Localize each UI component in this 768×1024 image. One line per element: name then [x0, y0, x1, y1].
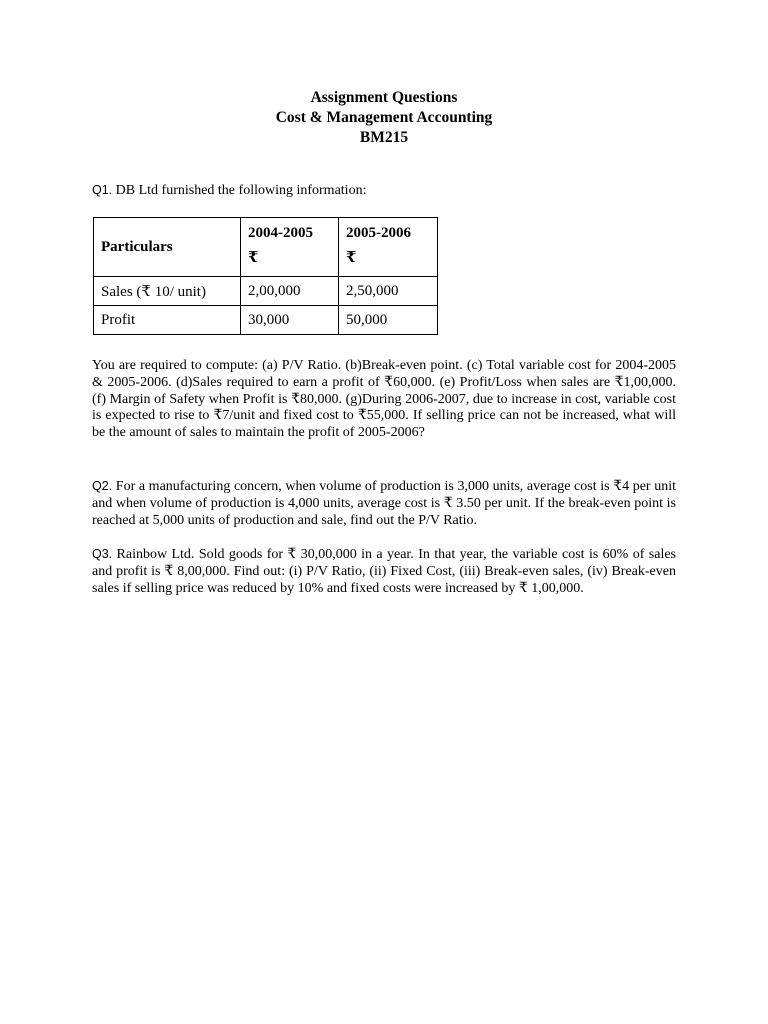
q3-text: Rainbow Ltd. Sold goods for ₹ 30,00,000 in a year. In that year, the variable cost is 60% of sales and profit is ₹ 8,00,000. Find out: (i) P/V Ratio, (ii) Fixed Cost, (iii) Break-even sales, (iv) Break-even sales if selling price was reduced by 10% and fixed costs were increased by ₹ 1,00,000. [92, 547, 676, 596]
q1-number: Q1. [92, 183, 113, 197]
q1-requirements: You are required to compute: (a) P/V Ratio. (b)Break-even point. (c) Total variable cost for 2004-2005 & 2005-2006. (d)Sales required to earn a profit of ₹60,000. (e) Profit/Loss when sales are ₹1,00,000. (f) Margin of Safety when Profit is ₹80,000. (g)During 2006-2007, due to increase in cost, variable cost is expected to rise to ₹7/unit and fixed cost to ₹55,000. If selling price can not be increased, what will be the amount of sales to maintain the profit of 2005-2006? [92, 358, 676, 441]
header-year-2-currency: ₹ [346, 250, 357, 266]
table-row [94, 277, 438, 306]
header-year-1-currency: ₹ [248, 250, 259, 266]
header-title: Assignment Questions [310, 89, 458, 106]
q1-intro-text: DB Ltd furnished the following information: [112, 183, 367, 198]
header-year-1-label: 2004-2005 [248, 225, 313, 241]
row-sales-year-1: 2,00,000 [241, 277, 339, 306]
row-profit-label: Profit [94, 306, 241, 335]
row-profit-year-2: 50,000 [339, 306, 438, 335]
q1-intro [92, 181, 366, 200]
header-course-code: BM215 [359, 129, 409, 146]
row-sales-year-2: 2,50,000 [339, 277, 438, 306]
row-sales-label: Sales (₹ 10/ unit) [94, 277, 241, 306]
row-profit-year-1: 30,000 [241, 306, 339, 335]
q3-number: Q3. [92, 547, 113, 561]
q2-paragraph [92, 478, 676, 529]
q3-paragraph [92, 546, 676, 597]
table-header-row [94, 218, 438, 277]
document-header [0, 88, 768, 148]
header-particulars: Particulars [94, 218, 241, 277]
q2-text: For a manufacturing concern, when volume of production is 3,000 units, average cost is ₹4 per unit and when volume of production is 4,000 units, average cost is ₹ 3.50 per unit. If the break-even point is reached at 5,000 units of production and sale, find out the P/V Ratio. [92, 479, 676, 528]
table-row [94, 306, 438, 335]
header-subject: Cost & Management Accounting [275, 109, 493, 126]
q1-info-table [93, 217, 438, 335]
q2-number: Q2. [92, 479, 113, 493]
header-year-2-label: 2005-2006 [346, 225, 411, 241]
header-year-1 [241, 218, 339, 277]
header-year-2 [339, 218, 438, 277]
